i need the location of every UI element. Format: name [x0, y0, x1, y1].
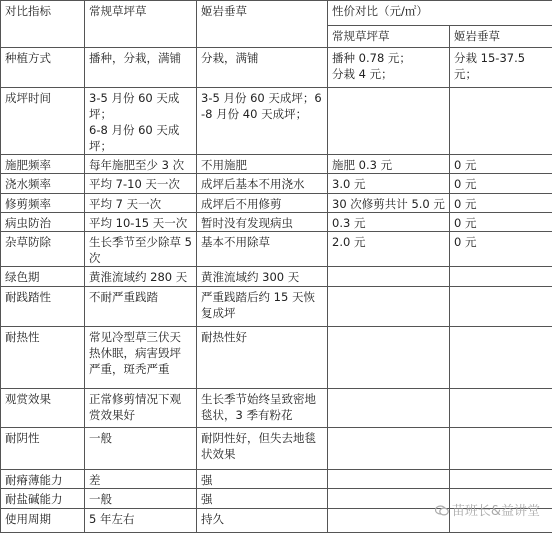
row-sedum: 3-5 月份 60 天成坪；6-8 月份 40 天成坪； — [197, 88, 328, 155]
table-row — [1, 470, 552, 489]
row-sedum: 暂时没有发现病虫 — [197, 213, 328, 232]
table-row — [1, 287, 552, 327]
row-label: 种植方式 — [1, 48, 85, 88]
row-cost-sedum — [450, 428, 552, 470]
header-row — [1, 1, 552, 26]
row-sedum: 耐热性好 — [197, 327, 328, 389]
row-label: 使用周期 — [1, 509, 85, 533]
row-sedum: 生长季节始终呈致密地毯状，3 季有粉花 — [197, 389, 328, 428]
row-label: 耐盐碱能力 — [1, 489, 85, 509]
row-cost-sedum — [450, 389, 552, 428]
row-cost-sedum — [450, 88, 552, 155]
header-cost-sedum: 姬岩垂草 — [450, 26, 552, 48]
table-row — [1, 174, 552, 194]
table-row — [1, 48, 552, 88]
row-cost-lawn: 播种 0.78 元； 分栽 4 元； — [328, 48, 450, 88]
row-label: 绿色期 — [1, 267, 85, 287]
row-cost-lawn — [328, 489, 450, 509]
row-cost-lawn — [328, 287, 450, 327]
row-cost-lawn: 3.0 元 — [328, 174, 450, 194]
table-row — [1, 327, 552, 389]
row-label: 浇水频率 — [1, 174, 85, 194]
row-cost-sedum: 0 元 — [450, 155, 552, 174]
table-row — [1, 194, 552, 213]
row-cost-lawn — [328, 267, 450, 287]
row-cost-lawn — [328, 327, 450, 389]
row-label: 成坪时间 — [1, 88, 85, 155]
table-row — [1, 155, 552, 174]
row-cost-sedum: 0 元 — [450, 213, 552, 232]
row-lawn: 一般 — [85, 428, 197, 470]
header-lawn: 常规草坪草 — [85, 1, 197, 48]
row-label: 修剪频率 — [1, 194, 85, 213]
row-cost-sedum: 0 元 — [450, 174, 552, 194]
row-lawn: 平均 10-15 天一次 — [85, 213, 197, 232]
row-cost-lawn: 30 次修剪共计 5.0 元 — [328, 194, 450, 213]
row-cost-sedum — [450, 287, 552, 327]
row-cost-lawn — [328, 470, 450, 489]
row-lawn: 常见冷型草三伏天热休眠，病害毁坪严重，斑秃严重 — [85, 327, 197, 389]
row-label: 病虫防治 — [1, 213, 85, 232]
watermark — [435, 500, 540, 519]
row-lawn: 播种，分栽，满铺 — [85, 48, 197, 88]
row-lawn: 差 — [85, 470, 197, 489]
row-sedum: 分栽，满铺 — [197, 48, 328, 88]
table-row — [1, 232, 552, 267]
table-row — [1, 213, 552, 232]
row-lawn: 不耐严重践踏 — [85, 287, 197, 327]
row-sedum: 基本不用除草 — [197, 232, 328, 267]
row-cost-lawn: 0.3 元 — [328, 213, 450, 232]
table-row — [1, 389, 552, 428]
row-sedum: 强 — [197, 470, 328, 489]
row-sedum: 持久 — [197, 509, 328, 533]
row-lawn: 生长季节至少除草 5 次 — [85, 232, 197, 267]
row-cost-lawn: 2.0 元 — [328, 232, 450, 267]
row-sedum: 黄淮流域约 300 天 — [197, 267, 328, 287]
header-cost-lawn: 常规草坪草 — [328, 26, 450, 48]
row-cost-lawn — [328, 88, 450, 155]
row-cost-sedum — [450, 327, 552, 389]
row-cost-sedum: 0 元 — [450, 194, 552, 213]
row-label: 耐热性 — [1, 327, 85, 389]
row-cost-sedum — [450, 267, 552, 287]
table-row — [1, 428, 552, 470]
table-row — [1, 267, 552, 287]
row-label: 耐践踏性 — [1, 287, 85, 327]
row-lawn: 平均 7 天一次 — [85, 194, 197, 213]
row-cost-sedum: 0 元 — [450, 232, 552, 267]
row-cost-lawn — [328, 428, 450, 470]
wechat-icon — [435, 505, 449, 516]
row-lawn: 正常修剪情况下观赏效果好 — [85, 389, 197, 428]
row-label: 杂草防除 — [1, 232, 85, 267]
row-label: 观赏效果 — [1, 389, 85, 428]
row-cost-lawn — [328, 509, 450, 533]
row-lawn: 每年施肥至少 3 次 — [85, 155, 197, 174]
row-sedum: 成坪后不用修剪 — [197, 194, 328, 213]
header-indicator: 对比指标 — [1, 1, 85, 48]
row-sedum: 强 — [197, 489, 328, 509]
row-lawn: 平均 7-10 天一次 — [85, 174, 197, 194]
row-sedum: 严重践踏后约 15 天恢复成坪 — [197, 287, 328, 327]
row-sedum: 耐阴性好，但失去地毯状效果 — [197, 428, 328, 470]
row-lawn: 黄淮流域约 280 天 — [85, 267, 197, 287]
row-cost-sedum: 分栽 15-37.5 元； — [450, 48, 552, 88]
row-sedum: 成坪后基本不用浇水 — [197, 174, 328, 194]
header-sedum: 姬岩垂草 — [197, 1, 328, 48]
row-label: 施肥频率 — [1, 155, 85, 174]
row-label: 耐瘠薄能力 — [1, 470, 85, 489]
row-lawn: 5 年左右 — [85, 509, 197, 533]
row-lawn: 一般 — [85, 489, 197, 509]
watermark-text: 苗班长&益讲堂 — [451, 504, 540, 519]
row-lawn: 3-5 月份 60 天成坪； 6-8 月份 60 天成坪； — [85, 88, 197, 155]
row-cost-sedum — [450, 470, 552, 489]
header-cost-title: 性价对比（元/㎡） — [328, 1, 552, 26]
row-cost-lawn — [328, 389, 450, 428]
row-label: 耐阴性 — [1, 428, 85, 470]
table-row — [1, 88, 552, 155]
row-cost-lawn: 施肥 0.3 元 — [328, 155, 450, 174]
row-sedum: 不用施肥 — [197, 155, 328, 174]
